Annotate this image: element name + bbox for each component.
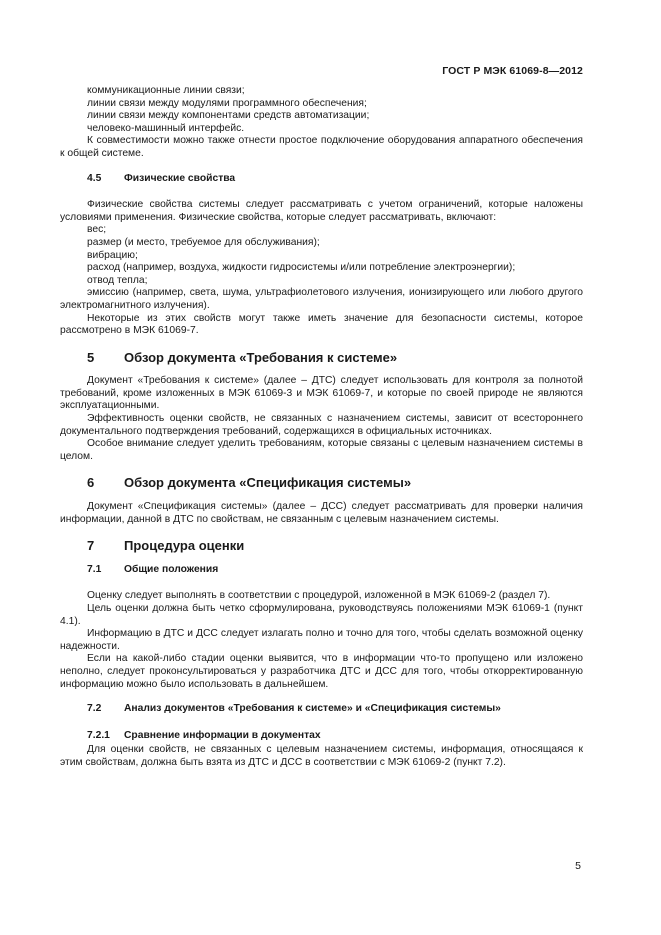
paragraph: Некоторые из этих свойств могут также иметь значение для безопасности системы, которое рассмотрено в МЭК 61069-7. (60, 312, 583, 337)
paragraph: Оценку следует выполнять в соответствии с процедурой, изложенной в МЭК 61069-2 (раздел 7). (87, 590, 551, 602)
section-number: 7.1 (87, 563, 102, 575)
list-item: коммуникационные линии связи; (87, 85, 245, 96)
paragraph: Документ «Спецификация системы» (далее – ДСС) следует рассматривать для проверки наличия информации, данной в ДТС по свойствам, не связанным с целевым назначением системы. (60, 501, 583, 525)
list-item: размер (и место, требуемое для обслуживания); (87, 236, 320, 248)
paragraph: Для оценки свойств, не связанных с целевым назначением системы, информация, относящаяся к этим свойствам, должна быть взята из ДТС и ДСС в соответствии с МЭК 61069-2 (пункт 7.2). (60, 744, 583, 768)
paragraph: Цель оценки должна быть четко сформулирована, руководствуясь положениями МЭК 61069-1 (пункт 4.1). (60, 603, 583, 627)
section-title: Сравнение информации в документах (124, 729, 321, 741)
paragraph: Документ «Требования к системе» (далее – ДТС) следует использовать для контроля за полнотой требований, кроме изложенных в МЭК 61069-3 и МЭК 61069-7, и которые по своей природе не являются эксплуатационными. (60, 375, 583, 412)
paragraph: Эффективность оценки свойств, не связанных с назначением системы, зависит от всестороннего документального подтверждения требований, содержащихся в официальных источниках. (60, 413, 583, 437)
section-heading-6 (60, 477, 583, 490)
section-heading-7-2-1 (60, 730, 583, 743)
standard-code-header: ГОСТ Р МЭК 61069-8—2012 (442, 65, 583, 77)
list-item: линии связи между компонентами средств автоматизации; (87, 110, 370, 122)
section-title: Физические свойства (124, 172, 236, 184)
paragraph: Физические свойства системы следует рассматривать с учетом ограничений, которые наложены условиями применения. Физические свойства, которые следует рассматривать, включают: (60, 199, 583, 223)
list-item: человеко-машинный интерфейс. (87, 122, 245, 134)
list-item: вибрацию; (87, 249, 138, 261)
section-title: Обзор документа «Требования к системе» (124, 349, 398, 365)
section-heading-5 (60, 349, 583, 365)
list-item: эмиссию (например, света, шума, ультрафиолетового излучения, ионизирующего или любого другого электромагнитного излучения). (60, 287, 583, 311)
section-title: Общие положения (124, 563, 219, 575)
section-heading-7-2 (60, 703, 583, 716)
section-heading-7-1 (60, 564, 583, 577)
section-number: 7.2 (87, 703, 102, 715)
list-item: отвод тепла; (87, 274, 148, 286)
list-item: расход (например, воздуха, жидкости гидросистемы и/или потребление электроэнергии); (87, 262, 516, 274)
paragraph: Особое внимание следует уделить требованиям, которые связаны с целевым назначением системы в целом. (60, 438, 583, 462)
section-number: 5 (87, 349, 95, 365)
section-number: 6 (87, 475, 95, 491)
list-item: линии связи между модулями программного обеспечения; (87, 97, 367, 109)
section-heading-7 (60, 540, 583, 553)
section-title: Анализ документов «Требования к системе» и «Спецификация системы» (124, 703, 501, 715)
section-number: 7.2.1 (87, 729, 110, 741)
section-title: Обзор документа «Спецификация системы» (124, 475, 412, 491)
section-number: 4.5 (87, 172, 102, 184)
page-content (60, 85, 583, 770)
section-number: 7 (87, 538, 95, 554)
list-item: вес; (87, 224, 107, 236)
paragraph: Информацию в ДТС и ДСС следует излагать полно и точно для того, чтобы сделать возможной оценку надежности. (60, 628, 583, 652)
section-title: Процедура оценки (124, 538, 245, 554)
section-heading-4-5 (60, 173, 583, 186)
paragraph: Если на какой-либо стадии оценки выявится, что в информации что-то пропущено или изложено неполно, следует проконсультироваться у разработчика ДТС и ДСС для того, чтобы откорректированную информацию можно было использовать в дальнейшем. (60, 653, 583, 690)
paragraph: К совместимости можно также отнести простое подключение оборудования аппаратного обеспечения к общей системе. (60, 135, 583, 159)
page-number: 5 (575, 860, 581, 872)
